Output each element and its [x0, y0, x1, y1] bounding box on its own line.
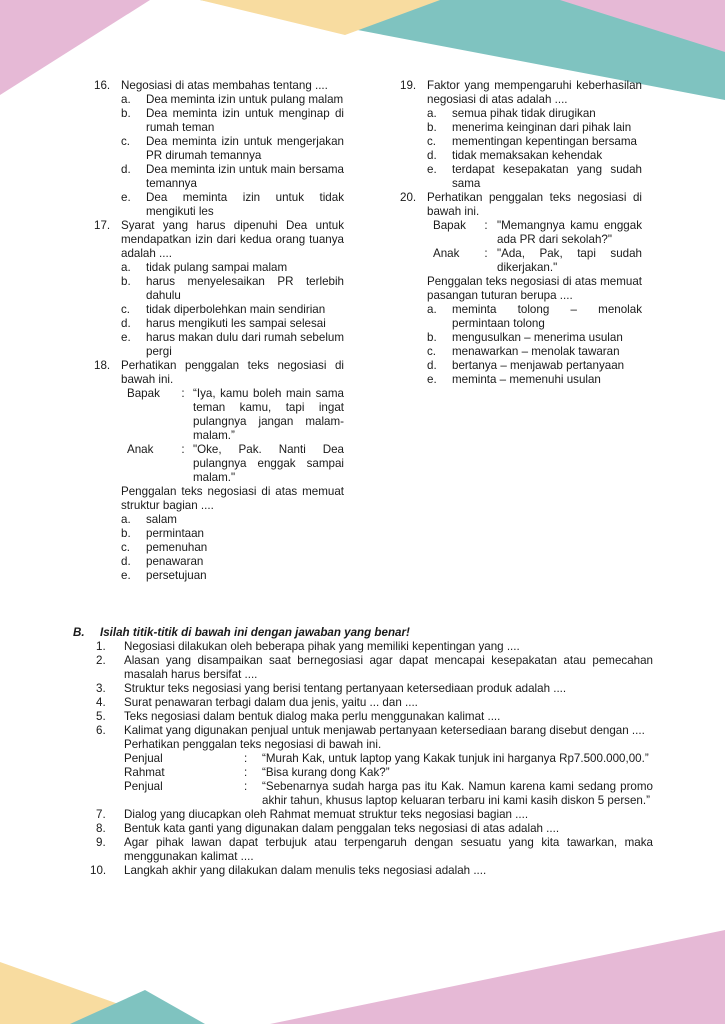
option-d: [121, 163, 344, 191]
dialog-text: "Memangnya kamu enggak ada PR dari sekolah?": [497, 219, 642, 246]
fill-item-8: [73, 822, 653, 836]
option-letter: d.: [427, 149, 437, 162]
fill-item-2: [73, 654, 653, 682]
option-letter: b.: [121, 527, 131, 540]
item-text: Agar pihak lawan dapat terbujuk atau terpengaruh dengan sesuatu yang kita tawarkan, maka menggunakan kalimat ....: [124, 836, 653, 863]
option-letter: a.: [121, 513, 131, 526]
question-text: Perhatikan penggalan teks negosiasi di bawah ini.: [427, 191, 642, 218]
option-e: [121, 331, 344, 359]
option-text: penawaran: [146, 555, 204, 568]
item-number: 10.: [90, 864, 107, 877]
dialog-line: [73, 752, 653, 766]
option-e: [121, 191, 344, 219]
option-text: terdapat kesepakatan yang sudah sama: [452, 163, 642, 190]
item-text: Surat penawaran terbagi dalam dua jenis, yaitu ... dan ....: [124, 696, 418, 709]
item-number: 1.: [96, 640, 106, 653]
question-prompt: Penggalan teks negosiasi di atas memuat pasangan tuturan berupa ....: [427, 275, 642, 302]
option-text: semua pihak tidak dirugikan: [452, 107, 596, 120]
section-b-heading: [73, 626, 653, 640]
option-letter: d.: [121, 555, 131, 568]
option-text: menawarkan – menolak tawaran: [452, 345, 620, 358]
item-text: Langkah akhir yang dilakukan dalam menulis teks negosiasi adalah ....: [124, 864, 487, 877]
option-b: [427, 121, 642, 135]
question-19: [400, 79, 642, 191]
question-18: [94, 359, 344, 583]
item-number: 4.: [96, 696, 106, 709]
question-20: [400, 191, 642, 387]
dialog-colon: :: [244, 780, 248, 793]
item-number: 9.: [96, 836, 106, 849]
option-c: [427, 345, 642, 359]
question-17: [94, 219, 344, 359]
option-letter: a.: [121, 261, 131, 274]
dialog-text: "Oke, Pak. Nanti Dea pulangnya enggak sampai malam.": [193, 443, 344, 484]
option-text: salam: [146, 513, 177, 526]
option-c: [427, 135, 642, 149]
option-a: [121, 261, 344, 275]
question-text: Negosiasi di atas membahas tentang ....: [121, 79, 328, 92]
item-text: Kalimat yang digunakan penjual untuk menjawab pertanyaan ketersediaan barang disebut dengan ....: [124, 724, 645, 737]
fill-item-7: [73, 808, 653, 822]
item-number: 5.: [96, 710, 106, 723]
dialog-colon: :: [484, 247, 488, 260]
option-letter: b.: [427, 331, 437, 344]
option-text: tidak pulang sampai malam: [146, 261, 288, 274]
option-d: [427, 359, 642, 373]
option-text: menerima keinginan dari pihak lain: [452, 121, 632, 134]
item-number: 3.: [96, 682, 106, 695]
option-letter: b.: [121, 107, 131, 120]
option-text: pemenuhan: [146, 541, 208, 554]
fill-item-3: [73, 682, 653, 696]
option-e: [427, 373, 642, 387]
option-c: [121, 303, 344, 317]
question-text: Faktor yang mempengaruhi keberhasilan negosiasi di atas adalah ....: [427, 79, 642, 106]
dialog-colon: :: [484, 219, 488, 232]
option-text: permintaan: [146, 527, 205, 540]
option-letter: b.: [121, 275, 131, 288]
section-b: [73, 626, 653, 878]
option-letter: a.: [427, 107, 437, 120]
option-b: [121, 527, 344, 541]
option-letter: c.: [121, 135, 131, 148]
fill-item-4: [73, 696, 653, 710]
item-text: Dialog yang diucapkan oleh Rahmat memuat struktur teks negosiasi bagian ....: [124, 808, 529, 821]
option-letter: a.: [121, 93, 131, 106]
option-text: harus mengikuti les sampai selesai: [146, 317, 326, 330]
option-letter: e.: [427, 163, 437, 176]
option-letter: e.: [121, 191, 131, 204]
option-c: [121, 541, 344, 555]
option-letter: d.: [121, 163, 131, 176]
option-text: harus menyelesaikan PR terlebih dahulu: [146, 275, 344, 302]
dialog-text: “Iya, kamu boleh main sama teman kamu, tapi ingat pulangnya jangan malam-malam.”: [193, 387, 344, 442]
item-number: 2.: [96, 654, 106, 667]
question-16: [94, 79, 344, 219]
option-b: [427, 331, 642, 345]
option-a: [121, 93, 344, 107]
dialog-line: [73, 780, 653, 808]
option-d: [427, 149, 642, 163]
option-letter: a.: [427, 303, 437, 316]
option-text: harus makan dulu dari rumah sebelum pergi: [146, 331, 344, 358]
dialog-line: [427, 219, 642, 247]
dialog-line: [121, 387, 344, 443]
dialog-colon: :: [244, 752, 248, 765]
question-text: Syarat yang harus dipenuhi Dea untuk mendapatkan izin dari kedua orang tuanya adalah ....: [121, 219, 344, 260]
section-instruction: Isilah titik-titik di bawah ini dengan jawaban yang benar!: [100, 626, 410, 639]
option-text: meminta tolong – menolak permintaan tolong: [452, 303, 642, 330]
item-number: 8.: [96, 822, 106, 835]
question-number: 18.: [94, 359, 111, 372]
option-text: meminta – memenuhi usulan: [452, 373, 601, 386]
option-e: [427, 163, 642, 191]
option-letter: e.: [121, 569, 131, 582]
option-letter: c.: [121, 303, 131, 316]
left-column: [94, 79, 344, 583]
dialog-text: “Sebenarnya sudah harga pas itu Kak. Namun karena kami sedang promo akhir tahun, khusus laptop keluaran terbaru ini kami kasih diskon 5 persen.”: [262, 780, 653, 807]
question-number: 16.: [94, 79, 111, 92]
dialog-colon: :: [244, 766, 248, 779]
option-b: [121, 275, 344, 303]
fill-item-5: [73, 710, 653, 724]
dialog-speaker: Penjual: [124, 780, 163, 793]
dialog-speaker: Anak: [433, 247, 460, 260]
fill-item-1: [73, 640, 653, 654]
option-letter: b.: [427, 121, 437, 134]
fill-item-6: [73, 724, 653, 738]
option-letter: c.: [427, 345, 437, 358]
dialog-line: [73, 766, 653, 780]
question-text: Perhatikan penggalan teks negosiasi di bawah ini.: [121, 359, 344, 386]
option-d: [121, 317, 344, 331]
dialog-speaker: Penjual: [124, 752, 163, 765]
option-text: Dea meminta izin untuk menginap di rumah teman: [146, 107, 344, 134]
option-letter: c.: [121, 541, 131, 554]
option-text: Dea meminta izin untuk mengerjakan PR dirumah temannya: [146, 135, 344, 162]
option-text: tidak memaksakan kehendak: [452, 149, 603, 162]
dialog-colon: :: [181, 443, 185, 456]
dialog-intro: Perhatikan penggalan teks negosiasi di bawah ini.: [124, 738, 382, 751]
option-text: tidak diperbolehkan main sendirian: [146, 303, 326, 316]
question-prompt: Penggalan teks negosiasi di atas memuat struktur bagian ....: [121, 485, 344, 512]
option-letter: d.: [427, 359, 437, 372]
option-text: Dea meminta izin untuk tidak mengikuti les: [146, 191, 344, 218]
option-d: [121, 555, 344, 569]
right-column: [400, 79, 642, 387]
option-b: [121, 107, 344, 135]
dialog-line: [121, 443, 344, 485]
dialog-speaker: Bapak: [433, 219, 466, 232]
option-a: [121, 513, 344, 527]
option-text: Dea meminta izin untuk pulang malam: [146, 93, 344, 106]
dialog-line: [427, 247, 642, 275]
option-text: persetujuan: [146, 569, 207, 582]
option-c: [121, 135, 344, 163]
option-text: bertanya – menjawab pertanyaan: [452, 359, 625, 372]
fill-item-9: [73, 836, 653, 864]
dialog-speaker: Rahmat: [124, 766, 165, 779]
item-text: Negosiasi dilakukan oleh beberapa pihak yang memiliki kepentingan yang ....: [124, 640, 520, 653]
option-a: [427, 303, 642, 331]
dialog-text: "Ada, Pak, tapi sudah dikerjakan.": [497, 247, 642, 274]
question-number: 20.: [400, 191, 417, 204]
question-number: 17.: [94, 219, 111, 232]
item-text: Teks negosiasi dalam bentuk dialog maka perlu menggunakan kalimat ....: [124, 710, 501, 723]
item-text: Struktur teks negosiasi yang berisi tentang pertanyaan ketersediaan produk adalah ....: [124, 682, 567, 695]
option-a: [427, 107, 642, 121]
option-e: [121, 569, 344, 583]
option-text: Dea meminta izin untuk main bersama temannya: [146, 163, 344, 190]
item-number: 7.: [96, 808, 106, 821]
fill-item-10: [73, 864, 653, 878]
dialog-text: “Murah Kak, untuk laptop yang Kakak tunjuk ini harganya Rp7.500.000,00.”: [262, 752, 649, 765]
option-letter: c.: [427, 135, 437, 148]
item-text: Alasan yang disampaikan saat bernegosiasi agar dapat mencapai kesepakatan atau pemecahan masalah harus bersifat ....: [124, 654, 653, 681]
section-label: B.: [73, 626, 85, 639]
question-number: 19.: [400, 79, 417, 92]
dialog-speaker: Anak: [127, 443, 154, 456]
option-letter: e.: [121, 331, 131, 344]
option-letter: d.: [121, 317, 131, 330]
dialog-text: “Bisa kurang dong Kak?”: [262, 766, 390, 779]
item-number: 6.: [96, 724, 106, 737]
option-text: mengusulkan – menerima usulan: [452, 331, 623, 344]
dialog-colon: :: [181, 387, 185, 400]
option-letter: e.: [427, 373, 437, 386]
option-text: mementingan kepentingan bersama: [452, 135, 637, 148]
dialog-speaker: Bapak: [127, 387, 160, 400]
item-text: Bentuk kata ganti yang digunakan dalam penggalan teks negosiasi di atas adalah ....: [124, 822, 560, 835]
